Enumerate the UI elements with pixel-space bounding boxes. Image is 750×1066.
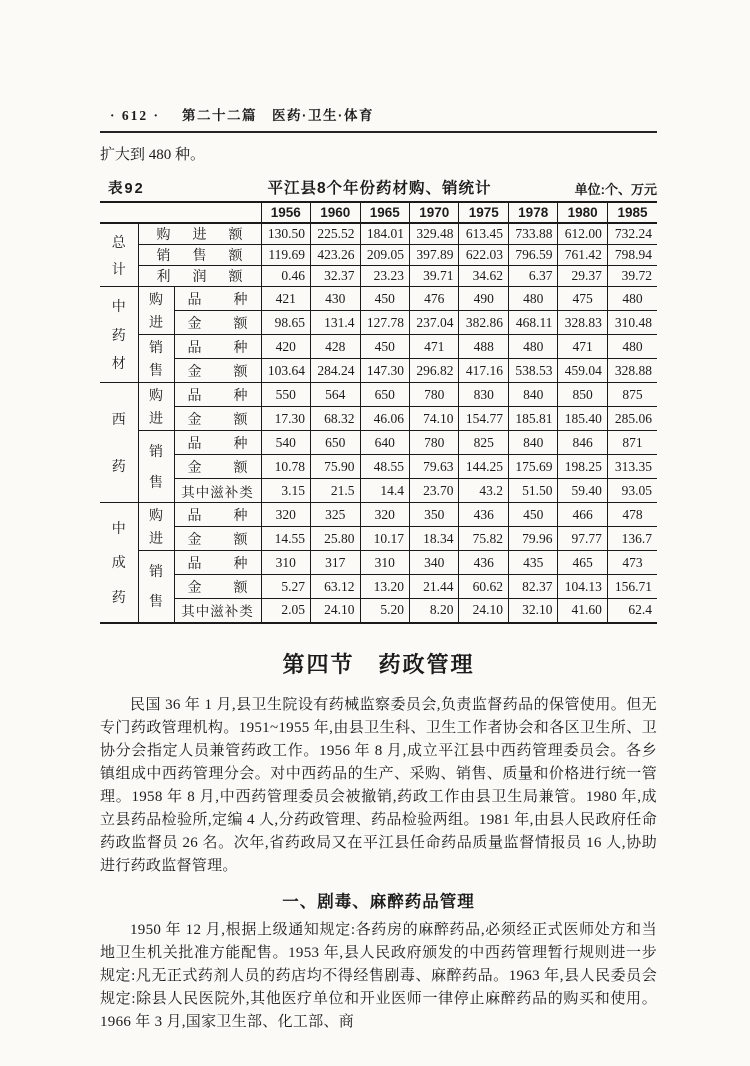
row-label: 金 额 [174,455,261,479]
table-row [100,599,657,623]
value-cell: 871 [607,431,657,455]
lead-text: 扩大到 480 种。 [100,147,206,163]
value-cell: 156.71 [607,575,657,599]
value-cell: 540 [261,431,310,455]
value-cell: 48.55 [360,455,409,479]
value-cell: 313.35 [607,455,657,479]
table-row [100,383,657,407]
value-cell: 420 [261,335,310,359]
value-cell: 640 [360,431,409,455]
value-cell: 184.01 [360,223,409,245]
value-cell: 468.11 [508,311,557,335]
table-row [100,407,657,431]
value-cell: 209.05 [360,245,409,266]
value-cell: 340 [409,551,458,575]
value-cell: 0.46 [261,266,310,287]
value-cell: 24.10 [459,599,508,623]
subsection-title: 一、剧毒、麻醉药品管理 [282,891,475,911]
year-header-cell: 1975 [459,202,508,223]
value-cell: 350 [409,503,458,527]
value-cell: 32.37 [311,266,360,287]
value-cell: 397.89 [409,245,458,266]
value-cell: 613.45 [459,223,508,245]
value-cell: 185.81 [508,407,557,431]
value-cell: 796.59 [508,245,557,266]
section-title: 第四节 药政管理 [282,651,475,677]
value-cell: 382.86 [459,311,508,335]
value-cell: 185.40 [558,407,607,431]
value-cell: 732.24 [607,223,657,245]
value-cell: 450 [360,287,409,311]
value-cell: 60.62 [459,575,508,599]
table-row [100,223,657,245]
value-cell: 68.32 [311,407,360,431]
table-row [100,359,657,383]
value-cell: 733.88 [508,223,557,245]
year-header-cell: 1965 [360,202,409,223]
value-cell: 488 [459,335,508,359]
group-label: 总 计 [111,235,126,278]
chapter-title: 第二十二篇 医药·卫生·体育 [182,108,375,123]
value-cell: 329.48 [409,223,458,245]
year-header-cell: 1980 [558,202,607,223]
value-cell: 310 [261,551,310,575]
value-cell: 538.53 [508,359,557,383]
value-cell: 103.64 [261,359,310,383]
value-cell: 436 [459,503,508,527]
value-cell: 23.23 [360,266,409,287]
table-unit: 单位:个、万元 [574,182,657,197]
year-header-cell: 1956 [261,202,310,223]
group-cell-patent [100,503,138,623]
value-cell: 328.83 [558,311,607,335]
page-number: · 612 · [110,108,161,123]
value-cell: 825 [459,431,508,455]
year-header-row [100,202,657,223]
row-label: 品 种 [174,383,261,407]
value-cell: 423.26 [311,245,360,266]
value-cell: 475 [558,287,607,311]
row-label: 品 种 [174,503,261,527]
value-cell: 63.12 [311,575,360,599]
value-cell: 17.30 [261,407,310,431]
value-cell: 5.27 [261,575,310,599]
value-cell: 417.16 [459,359,508,383]
value-cell: 198.25 [558,455,607,479]
row-label: 销 售 额 [138,245,261,266]
value-cell: 3.15 [261,479,310,503]
value-cell: 5.20 [360,599,409,623]
table-row [100,551,657,575]
row-label: 其中滋补类 [174,599,261,623]
row-label: 品 种 [174,335,261,359]
sub-label: 销 售 [149,445,163,491]
row-label: 金 额 [174,311,261,335]
value-cell: 550 [261,383,310,407]
row-label: 金 额 [174,575,261,599]
section-paragraph: 民国 36 年 1 月,县卫生院设有药械监察委员会,负责监督药品的保管使用。但无专门药政管理机构。1951~1955 年,由县卫生科、卫生工作者协会和各区卫生所、卫协分会指定人员兼管药政工作。1956 年 8 月,成立平江县中西药管理委员会。各乡镇组成中西药管理分会。对中西药品的生产、采购、销售、质量和价格进行统一管理。1958 年 8 月,中西药管理委员会被撤销,药政工作由县卫生局兼管。1980 年,成立县药品检验所,定编 4 人,分药政管理、药品检验两组。1981 年,由县人民政府任命药政监督员 26 名。次年,省药政局又在平江县任命药品质量监督情报员 16 人,协助进行药政监督管理。 [100,696,657,874]
value-cell: 79.96 [508,527,557,551]
table-row [100,575,657,599]
sub-cell-sale [138,431,174,503]
table-corner-cell [100,202,261,223]
value-cell: 10.17 [360,527,409,551]
value-cell: 840 [508,383,557,407]
value-cell: 480 [607,335,657,359]
value-cell: 6.37 [508,266,557,287]
value-cell: 10.78 [261,455,310,479]
table-row [100,431,657,455]
value-cell: 285.06 [607,407,657,431]
value-cell: 24.10 [311,599,360,623]
row-label: 金 额 [174,359,261,383]
value-cell: 490 [459,287,508,311]
value-cell: 97.77 [558,527,607,551]
value-cell: 25.80 [311,527,360,551]
sub-cell-purchase [138,503,174,551]
value-cell: 450 [360,335,409,359]
value-cell: 480 [508,287,557,311]
value-cell: 328.88 [607,359,657,383]
row-label: 品 种 [174,287,261,311]
value-cell: 23.70 [409,479,458,503]
value-cell: 476 [409,287,458,311]
group-cell-herbs [100,287,138,383]
value-cell: 59.40 [558,479,607,503]
value-cell: 2.05 [261,599,310,623]
value-cell: 14.4 [360,479,409,503]
year-header-cell: 1978 [508,202,557,223]
value-cell: 480 [607,287,657,311]
table-row [100,503,657,527]
value-cell: 473 [607,551,657,575]
value-cell: 875 [607,383,657,407]
value-cell: 82.37 [508,575,557,599]
value-cell: 320 [261,503,310,527]
value-cell: 29.37 [558,266,607,287]
subsection-paragraph: 1950 年 12 月,根据上级通知规定:各药房的麻醉药品,必须经正式医师处方和当地卫生机关批准方能配售。1953 年,县人民政府颁发的中西药管理暂行规则进一步规定:凡无正式药剂人员的药店均不得经售剧毒、麻醉药品。1963 年,县人民委员会规定:除县人民医院外,其他医疗单位和开业医师一律停止麻醉药品的购买和使用。1966 年 3 月,国家卫生部、化工部、商 [100,921,657,1030]
value-cell: 46.06 [360,407,409,431]
value-cell: 436 [459,551,508,575]
page-content [100,104,657,1034]
table-row [100,287,657,311]
sub-label: 购 进 [149,509,163,547]
value-cell: 310.48 [607,311,657,335]
value-cell: 13.20 [360,575,409,599]
value-cell: 478 [607,503,657,527]
value-cell: 127.78 [360,311,409,335]
year-header-cell: 1960 [311,202,360,223]
year-header-cell: 1970 [409,202,458,223]
value-cell: 296.82 [409,359,458,383]
table-title: 平江县8个年份药材购、销统计 [267,180,492,197]
row-label: 品 种 [174,551,261,575]
value-cell: 62.4 [607,599,657,623]
value-cell: 465 [558,551,607,575]
value-cell: 98.65 [261,311,310,335]
row-label: 购 进 额 [138,223,261,245]
value-cell: 310 [360,551,409,575]
value-cell: 612.00 [558,223,607,245]
group-cell-total [100,223,138,287]
value-cell: 320 [360,503,409,527]
value-cell: 428 [311,335,360,359]
sub-label: 销 售 [149,341,163,379]
group-label: 西 药 [111,413,126,475]
value-cell: 430 [311,287,360,311]
value-cell: 18.34 [409,527,458,551]
value-cell: 130.50 [261,223,310,245]
value-cell: 74.10 [409,407,458,431]
stats-table [100,201,657,624]
value-cell: 21.44 [409,575,458,599]
value-cell: 75.82 [459,527,508,551]
value-cell: 840 [508,431,557,455]
sub-cell-purchase [138,383,174,431]
group-cell-western [100,383,138,503]
table-row [100,245,657,266]
table-row [100,311,657,335]
value-cell: 39.72 [607,266,657,287]
value-cell: 780 [409,383,458,407]
value-cell: 780 [409,431,458,455]
sub-label: 购 进 [149,389,163,427]
value-cell: 480 [508,335,557,359]
value-cell: 144.25 [459,455,508,479]
value-cell: 154.77 [459,407,508,431]
value-cell: 325 [311,503,360,527]
value-cell: 564 [311,383,360,407]
value-cell: 459.04 [558,359,607,383]
value-cell: 93.05 [607,479,657,503]
value-cell: 450 [508,503,557,527]
running-head [100,104,657,133]
value-cell: 131.4 [311,311,360,335]
table-row [100,455,657,479]
value-cell: 317 [311,551,360,575]
table-row [100,527,657,551]
value-cell: 850 [558,383,607,407]
value-cell: 8.20 [409,599,458,623]
year-header-cell: 1985 [607,202,657,223]
value-cell: 421 [261,287,310,311]
value-cell: 34.62 [459,266,508,287]
value-cell: 798.94 [607,245,657,266]
value-cell: 43.2 [459,479,508,503]
row-label: 其中滋补类 [174,479,261,503]
value-cell: 466 [558,503,607,527]
value-cell: 471 [409,335,458,359]
value-cell: 435 [508,551,557,575]
table-caption-row [100,176,657,198]
value-cell: 79.63 [409,455,458,479]
sub-label: 销 售 [149,565,163,611]
value-cell: 104.13 [558,575,607,599]
value-cell: 39.71 [409,266,458,287]
value-cell: 830 [459,383,508,407]
row-label: 金 额 [174,527,261,551]
value-cell: 41.60 [558,599,607,623]
value-cell: 225.52 [311,223,360,245]
row-label: 利 润 额 [138,266,261,287]
value-cell: 622.03 [459,245,508,266]
sub-cell-purchase [138,287,174,335]
sub-label: 购 进 [149,293,163,331]
value-cell: 147.30 [360,359,409,383]
value-cell: 75.90 [311,455,360,479]
table-row [100,335,657,359]
value-cell: 761.42 [558,245,607,266]
group-label: 中 成 药 [111,521,126,606]
value-cell: 237.04 [409,311,458,335]
row-label: 金 额 [174,407,261,431]
value-cell: 846 [558,431,607,455]
value-cell: 32.10 [508,599,557,623]
value-cell: 284.24 [311,359,360,383]
value-cell: 51.50 [508,479,557,503]
group-label: 中 药 材 [111,299,126,373]
row-label: 品 种 [174,431,261,455]
table-row [100,479,657,503]
value-cell: 175.69 [508,455,557,479]
sub-cell-sale [138,335,174,383]
value-cell: 471 [558,335,607,359]
table-label: 表92 [108,181,145,197]
value-cell: 136.7 [607,527,657,551]
table-row [100,266,657,287]
value-cell: 119.69 [261,245,310,266]
sub-cell-sale [138,551,174,623]
value-cell: 21.5 [311,479,360,503]
value-cell: 650 [360,383,409,407]
value-cell: 650 [311,431,360,455]
value-cell: 14.55 [261,527,310,551]
